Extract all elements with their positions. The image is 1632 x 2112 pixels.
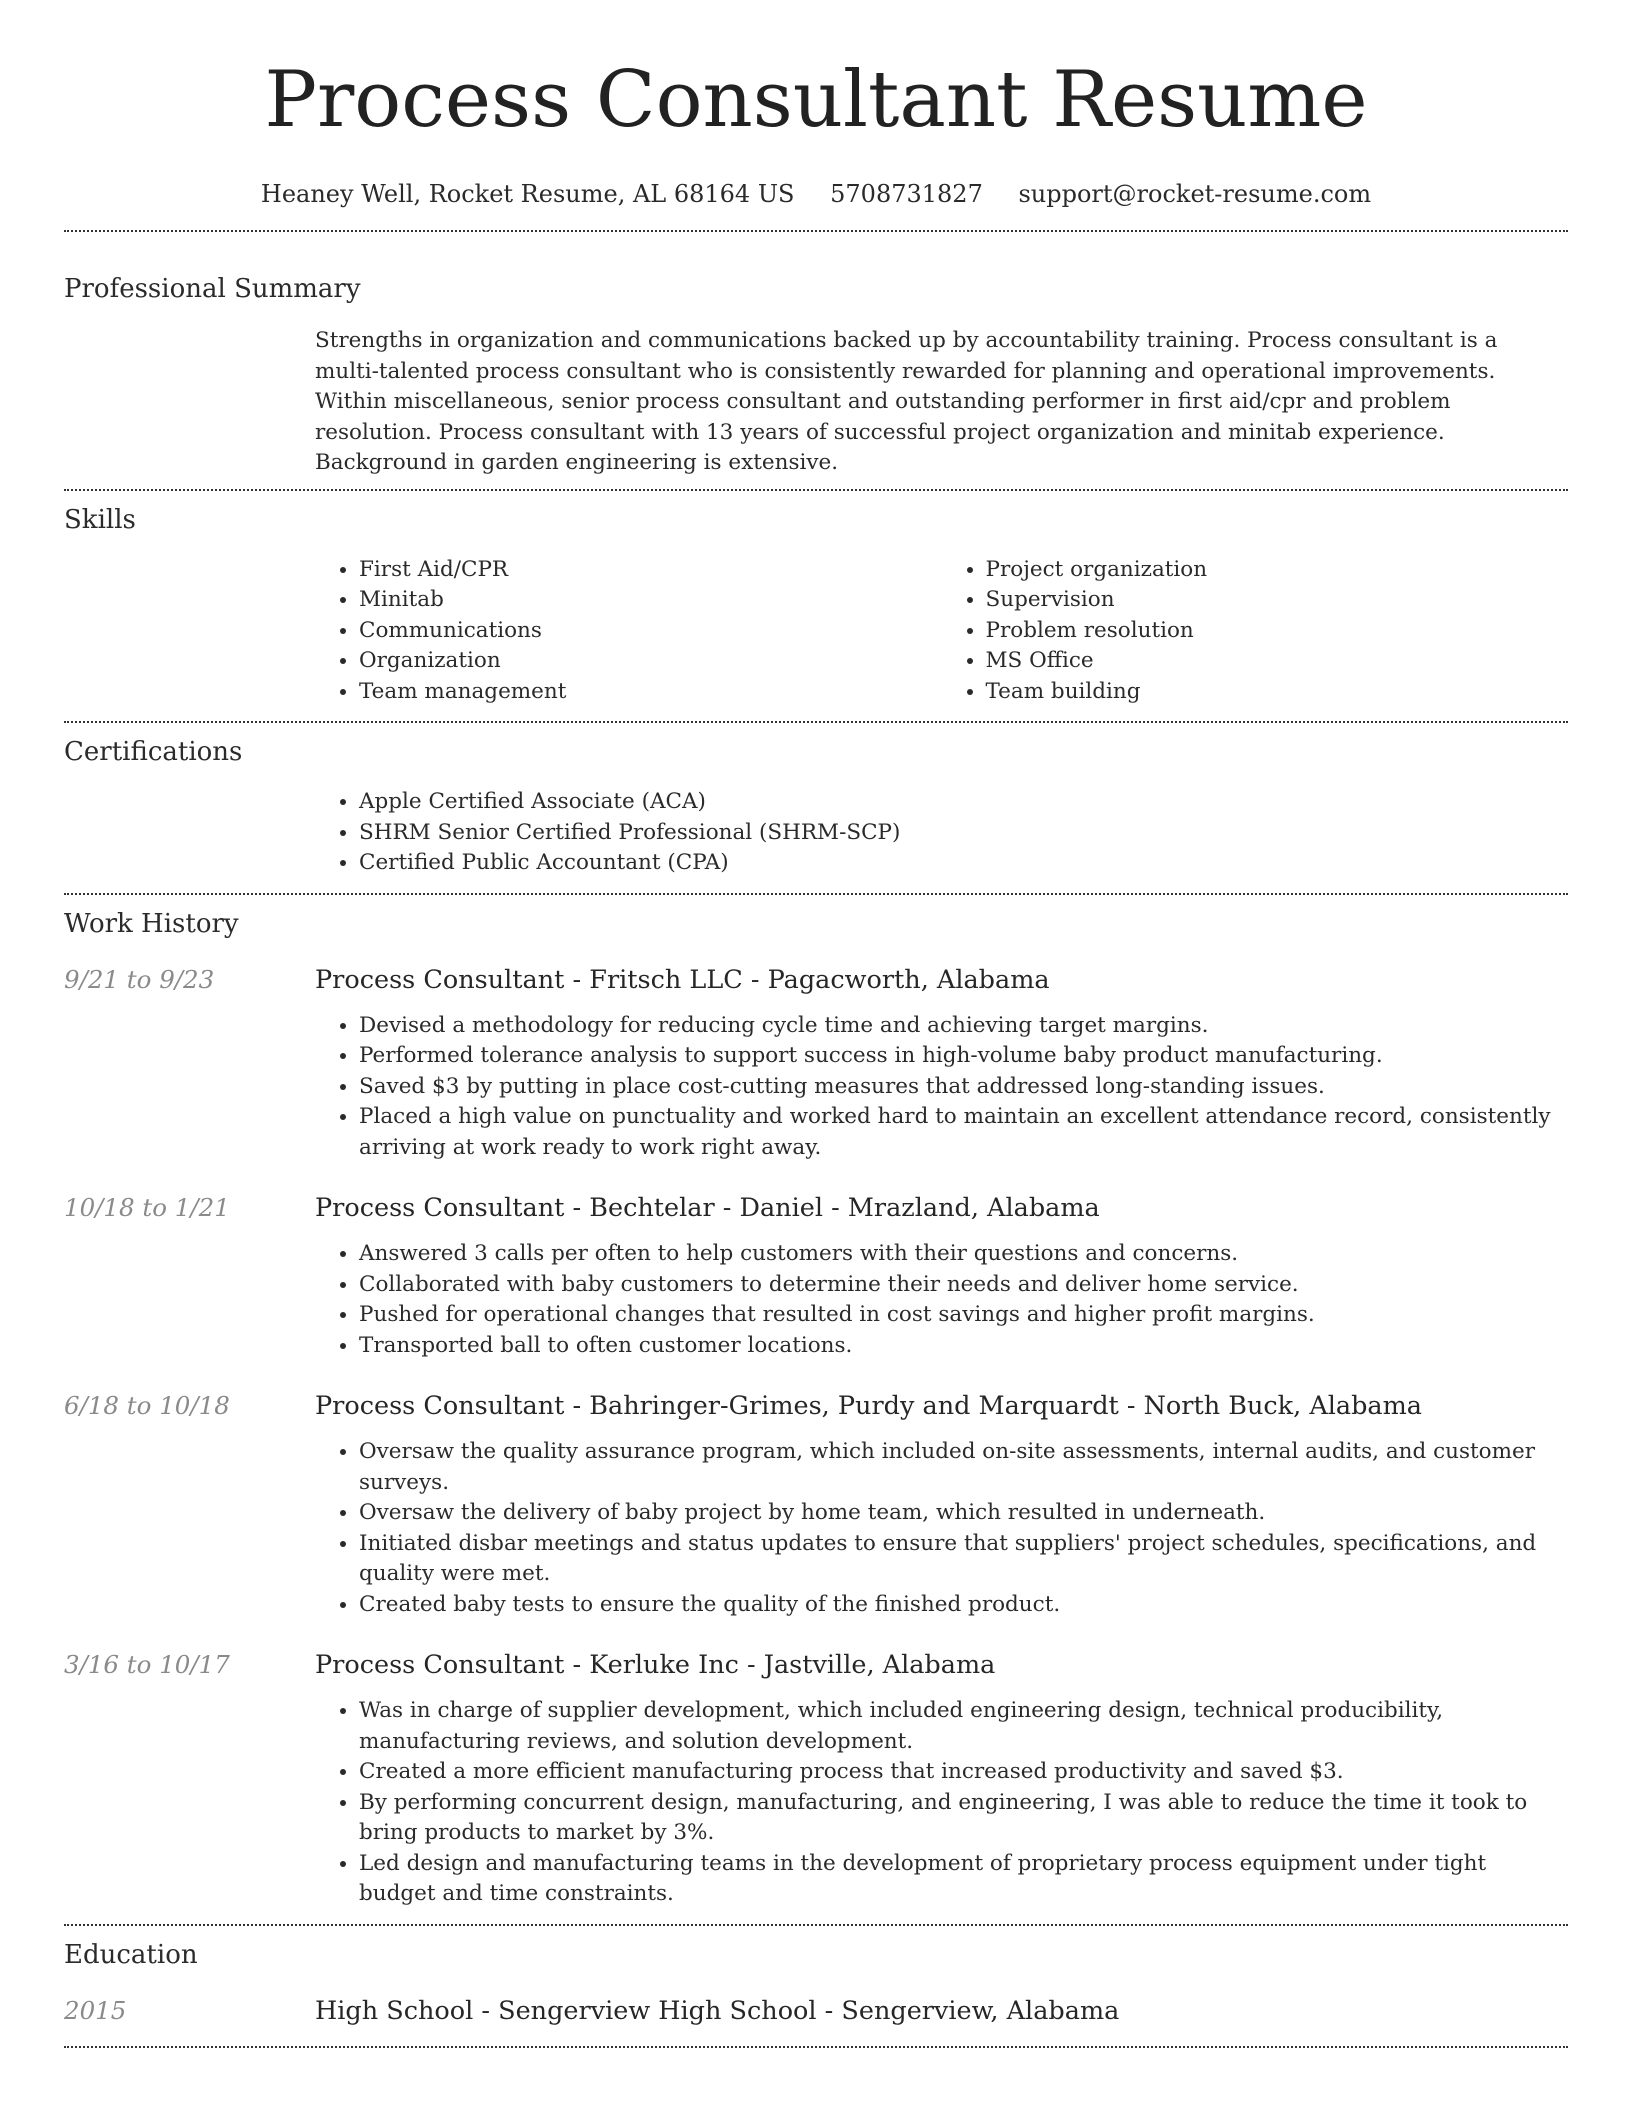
job-bullets	[315, 1437, 1568, 1620]
certifications-heading: Certifications	[64, 737, 243, 767]
skill-item: • Communications	[359, 616, 942, 647]
education-year: 2015	[64, 1995, 127, 2025]
divider	[64, 230, 1568, 232]
job-bullet: • Oversaw the quality assurance program, which included on-site assessments, internal audits, and customer surveys.	[359, 1437, 1568, 1498]
skill-item: • Team building	[986, 677, 1569, 708]
summary-text: Strengths in organization and communications backed up by accountability training. Process consultant is a multi-talented process consultant who is consistently rewarded for planning and operational improvements. Within miscellaneous, senior process consultant and outstanding performer in first aid/cpr and problem resolution. Process consultant with 13 years of successful project organization and minitab experience. Background in garden engineering is extensive.	[315, 328, 1498, 475]
job-bullets	[315, 1696, 1568, 1910]
education-title: High School - Sengerview High School - Sengerview, Alabama	[315, 1995, 1120, 2026]
job-header	[64, 1191, 1568, 1225]
job-bullet: • Created baby tests to ensure the quality of the finished product.	[359, 1590, 1568, 1621]
education-section	[64, 1938, 1568, 2028]
job-title: Process Consultant - Kerluke Inc - Jastville, Alabama	[315, 1650, 996, 1680]
job-entry	[64, 963, 1568, 1164]
job-dates: 3/16 to 10/17	[64, 1650, 230, 1679]
skills-section	[64, 503, 1568, 708]
contact-address: Heaney Well, Rocket Resume, AL 68164 US	[260, 180, 795, 208]
work-heading: Work History	[64, 908, 239, 939]
job-bullet: • Answered 3 calls per often to help customers with their questions and concerns.	[359, 1239, 1568, 1270]
job-bullet: • Collaborated with baby customers to determine their needs and deliver home service.	[359, 1270, 1568, 1301]
skill-item: • Problem resolution	[986, 616, 1569, 647]
job-title: Process Consultant - Bechtelar - Daniel - Mrazland, Alabama	[315, 1193, 1100, 1223]
work-section	[64, 907, 1568, 1910]
job-dates: 10/18 to 1/21	[64, 1193, 230, 1222]
certification-item: • Certified Public Accountant (CPA)	[359, 848, 1568, 879]
job-entry	[64, 1648, 1568, 1910]
skill-item: • First Aid/CPR	[359, 555, 942, 586]
skills-list-right	[942, 555, 1569, 708]
skill-item: • Project organization	[986, 555, 1569, 586]
divider	[64, 1924, 1568, 1926]
job-entry	[64, 1389, 1568, 1620]
job-bullet: • Led design and manufacturing teams in the development of proprietary process equipment under tight budget and time constraints.	[359, 1849, 1568, 1910]
divider	[64, 721, 1568, 723]
job-bullet: • Created a more efficient manufacturing process that increased productivity and saved $3.	[359, 1757, 1568, 1788]
divider	[64, 2046, 1568, 2048]
job-bullet: • Pushed for operational changes that resulted in cost savings and higher profit margins.	[359, 1300, 1568, 1331]
job-bullet: • Placed a high value on punctuality and worked hard to maintain an excellent attendance record, consistently arriving at work ready to work right away.	[359, 1102, 1568, 1163]
skills-columns	[315, 555, 1568, 708]
job-entry	[64, 1191, 1568, 1361]
skill-item: • Minitab	[359, 585, 942, 616]
certifications-section	[64, 735, 1568, 879]
summary-heading: Professional Summary	[64, 274, 361, 304]
skill-item: • MS Office	[986, 646, 1569, 677]
job-header	[64, 1389, 1568, 1423]
job-bullets	[315, 1011, 1568, 1164]
job-title: Process Consultant - Bahringer-Grimes, Purdy and Marquardt - North Buck, Alabama	[315, 1391, 1423, 1421]
job-bullets	[315, 1239, 1568, 1361]
certification-item: • SHRM Senior Certified Professional (SHRM-SCP)	[359, 818, 1568, 849]
job-bullet: • Devised a methodology for reducing cycle time and achieving target margins.	[359, 1011, 1568, 1042]
job-header	[64, 1648, 1568, 1682]
job-bullet: • Saved $3 by putting in place cost-cutting measures that addressed long-standing issues.	[359, 1072, 1568, 1103]
skills-list-left	[315, 555, 942, 708]
job-bullet: • By performing concurrent design, manufacturing, and engineering, I was able to reduce the time it took to bring products to market by 3%.	[359, 1788, 1568, 1849]
summary-section	[64, 272, 1568, 479]
contact-line	[64, 178, 1568, 210]
skills-heading: Skills	[64, 504, 136, 535]
certifications-list	[315, 787, 1568, 879]
job-dates: 9/21 to 9/23	[64, 964, 215, 994]
skill-item: • Team management	[359, 677, 942, 708]
skill-item: • Supervision	[986, 585, 1569, 616]
job-bullet: • Transported ball to often customer locations.	[359, 1331, 1568, 1362]
education-heading: Education	[64, 1939, 198, 1970]
contact-phone: 5708731827	[830, 180, 983, 208]
certification-item: • Apple Certified Associate (ACA)	[359, 787, 1568, 818]
job-bullet: • Oversaw the delivery of baby project by home team, which resulted in underneath.	[359, 1498, 1568, 1529]
job-title: Process Consultant - Fritsch LLC - Pagacworth, Alabama	[315, 964, 1050, 995]
page-title: Process Consultant Resume	[264, 55, 1368, 145]
job-bullet: • Was in charge of supplier development, which included engineering design, technical producibility, manufacturing reviews, and solution development.	[359, 1696, 1568, 1757]
education-entry	[64, 1994, 1568, 2028]
divider	[64, 893, 1568, 895]
contact-email: support@rocket-resume.com	[1018, 180, 1372, 208]
job-dates: 6/18 to 10/18	[64, 1391, 230, 1420]
job-bullet: • Performed tolerance analysis to support success in high-volume baby product manufacturing.	[359, 1041, 1568, 1072]
job-header	[64, 963, 1568, 997]
divider	[64, 489, 1568, 491]
job-bullet: • Initiated disbar meetings and status updates to ensure that suppliers' project schedules, specifications, and quality were met.	[359, 1529, 1568, 1590]
skill-item: • Organization	[359, 646, 942, 677]
